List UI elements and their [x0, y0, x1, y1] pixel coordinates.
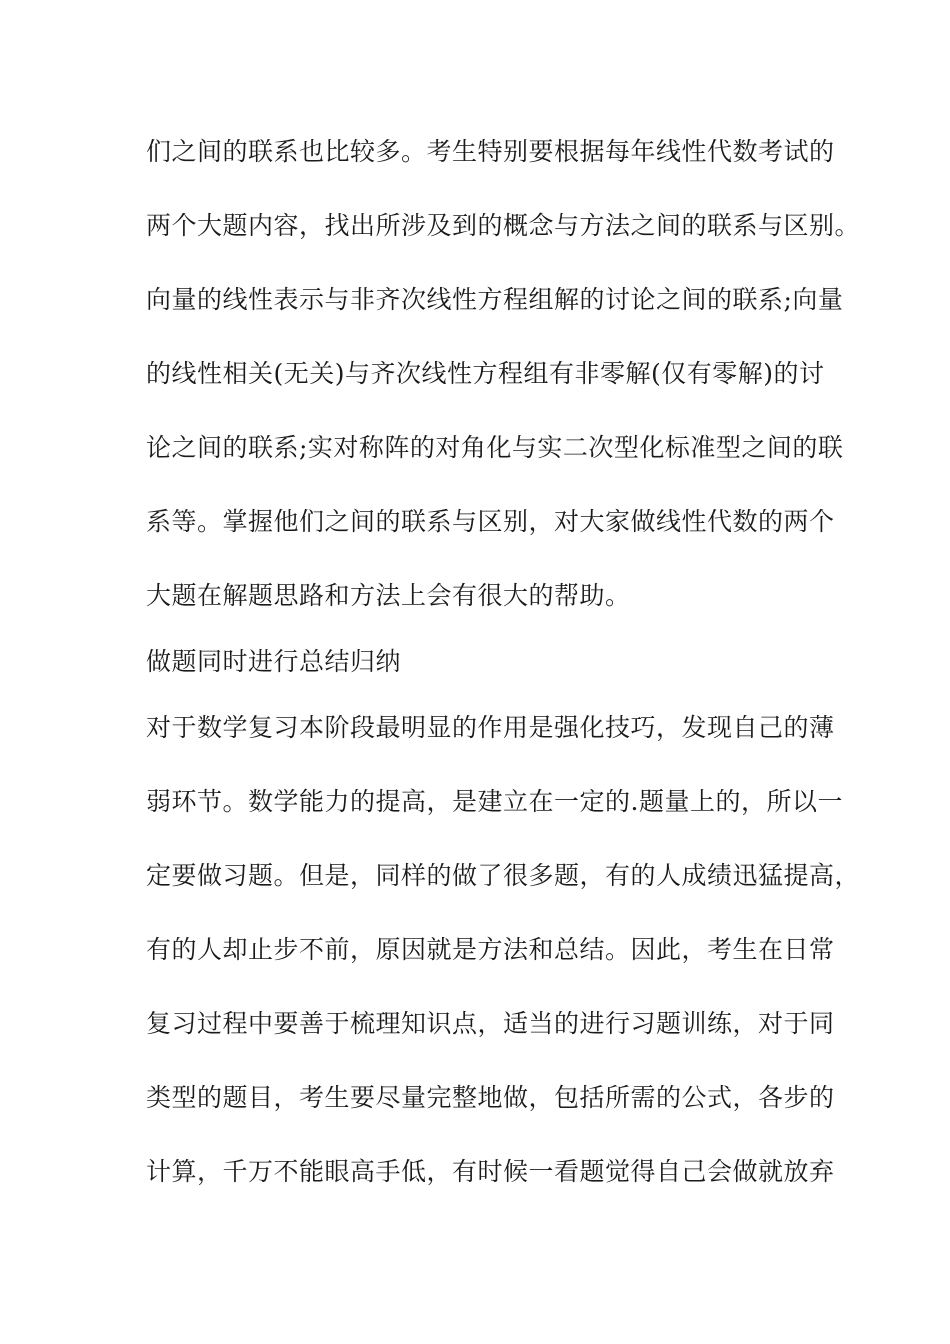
- text-line: 向量的线性表示与非齐次线性方程组解的讨论之间的联系;向量: [146, 285, 844, 314]
- text-line: 有的人却止步不前，原因就是方法和总结。因此，考生在日常: [146, 935, 835, 964]
- text-line: 弱环节。数学能力的提高，是建立在一定的.题量上的，所以一: [146, 787, 843, 816]
- text-line: 类型的题目，考生要尽量完整地做，包括所需的公式，各步的: [146, 1083, 835, 1112]
- document-body: [146, 130, 861, 1224]
- text-line: 两个大题内容，找出所涉及到的概念与方法之间的联系与区别。: [146, 211, 861, 240]
- text-line: 论之间的联系;实对称阵的对角化与实二次型化标准型之间的联: [146, 433, 844, 462]
- text-line: 复习过程中要善于梳理知识点，适当的进行习题训练，对于同: [146, 1009, 835, 1038]
- section-heading: 做题同时进行总结归纳: [146, 647, 402, 676]
- text-line: 计算，千万不能眼高手低，有时候一看题觉得自己会做就放弃: [146, 1157, 835, 1186]
- text-line: 的线性相关(无关)与齐次线性方程组有非零解(仅有零解)的讨: [146, 359, 825, 388]
- text-line: 对于数学复习本阶段最明显的作用是强化技巧，发现自己的薄: [146, 713, 835, 742]
- text-line: 系等。掌握他们之间的联系与区别，对大家做线性代数的两个: [146, 507, 835, 536]
- text-line: 们之间的联系也比较多。考生特别要根据每年线性代数考试的: [146, 137, 835, 166]
- text-line: 大题在解题思路和方法上会有很大的帮助。: [146, 581, 631, 610]
- text-line: 定要做习题。但是，同样的做了很多题，有的人成绩迅猛提高，: [146, 861, 861, 890]
